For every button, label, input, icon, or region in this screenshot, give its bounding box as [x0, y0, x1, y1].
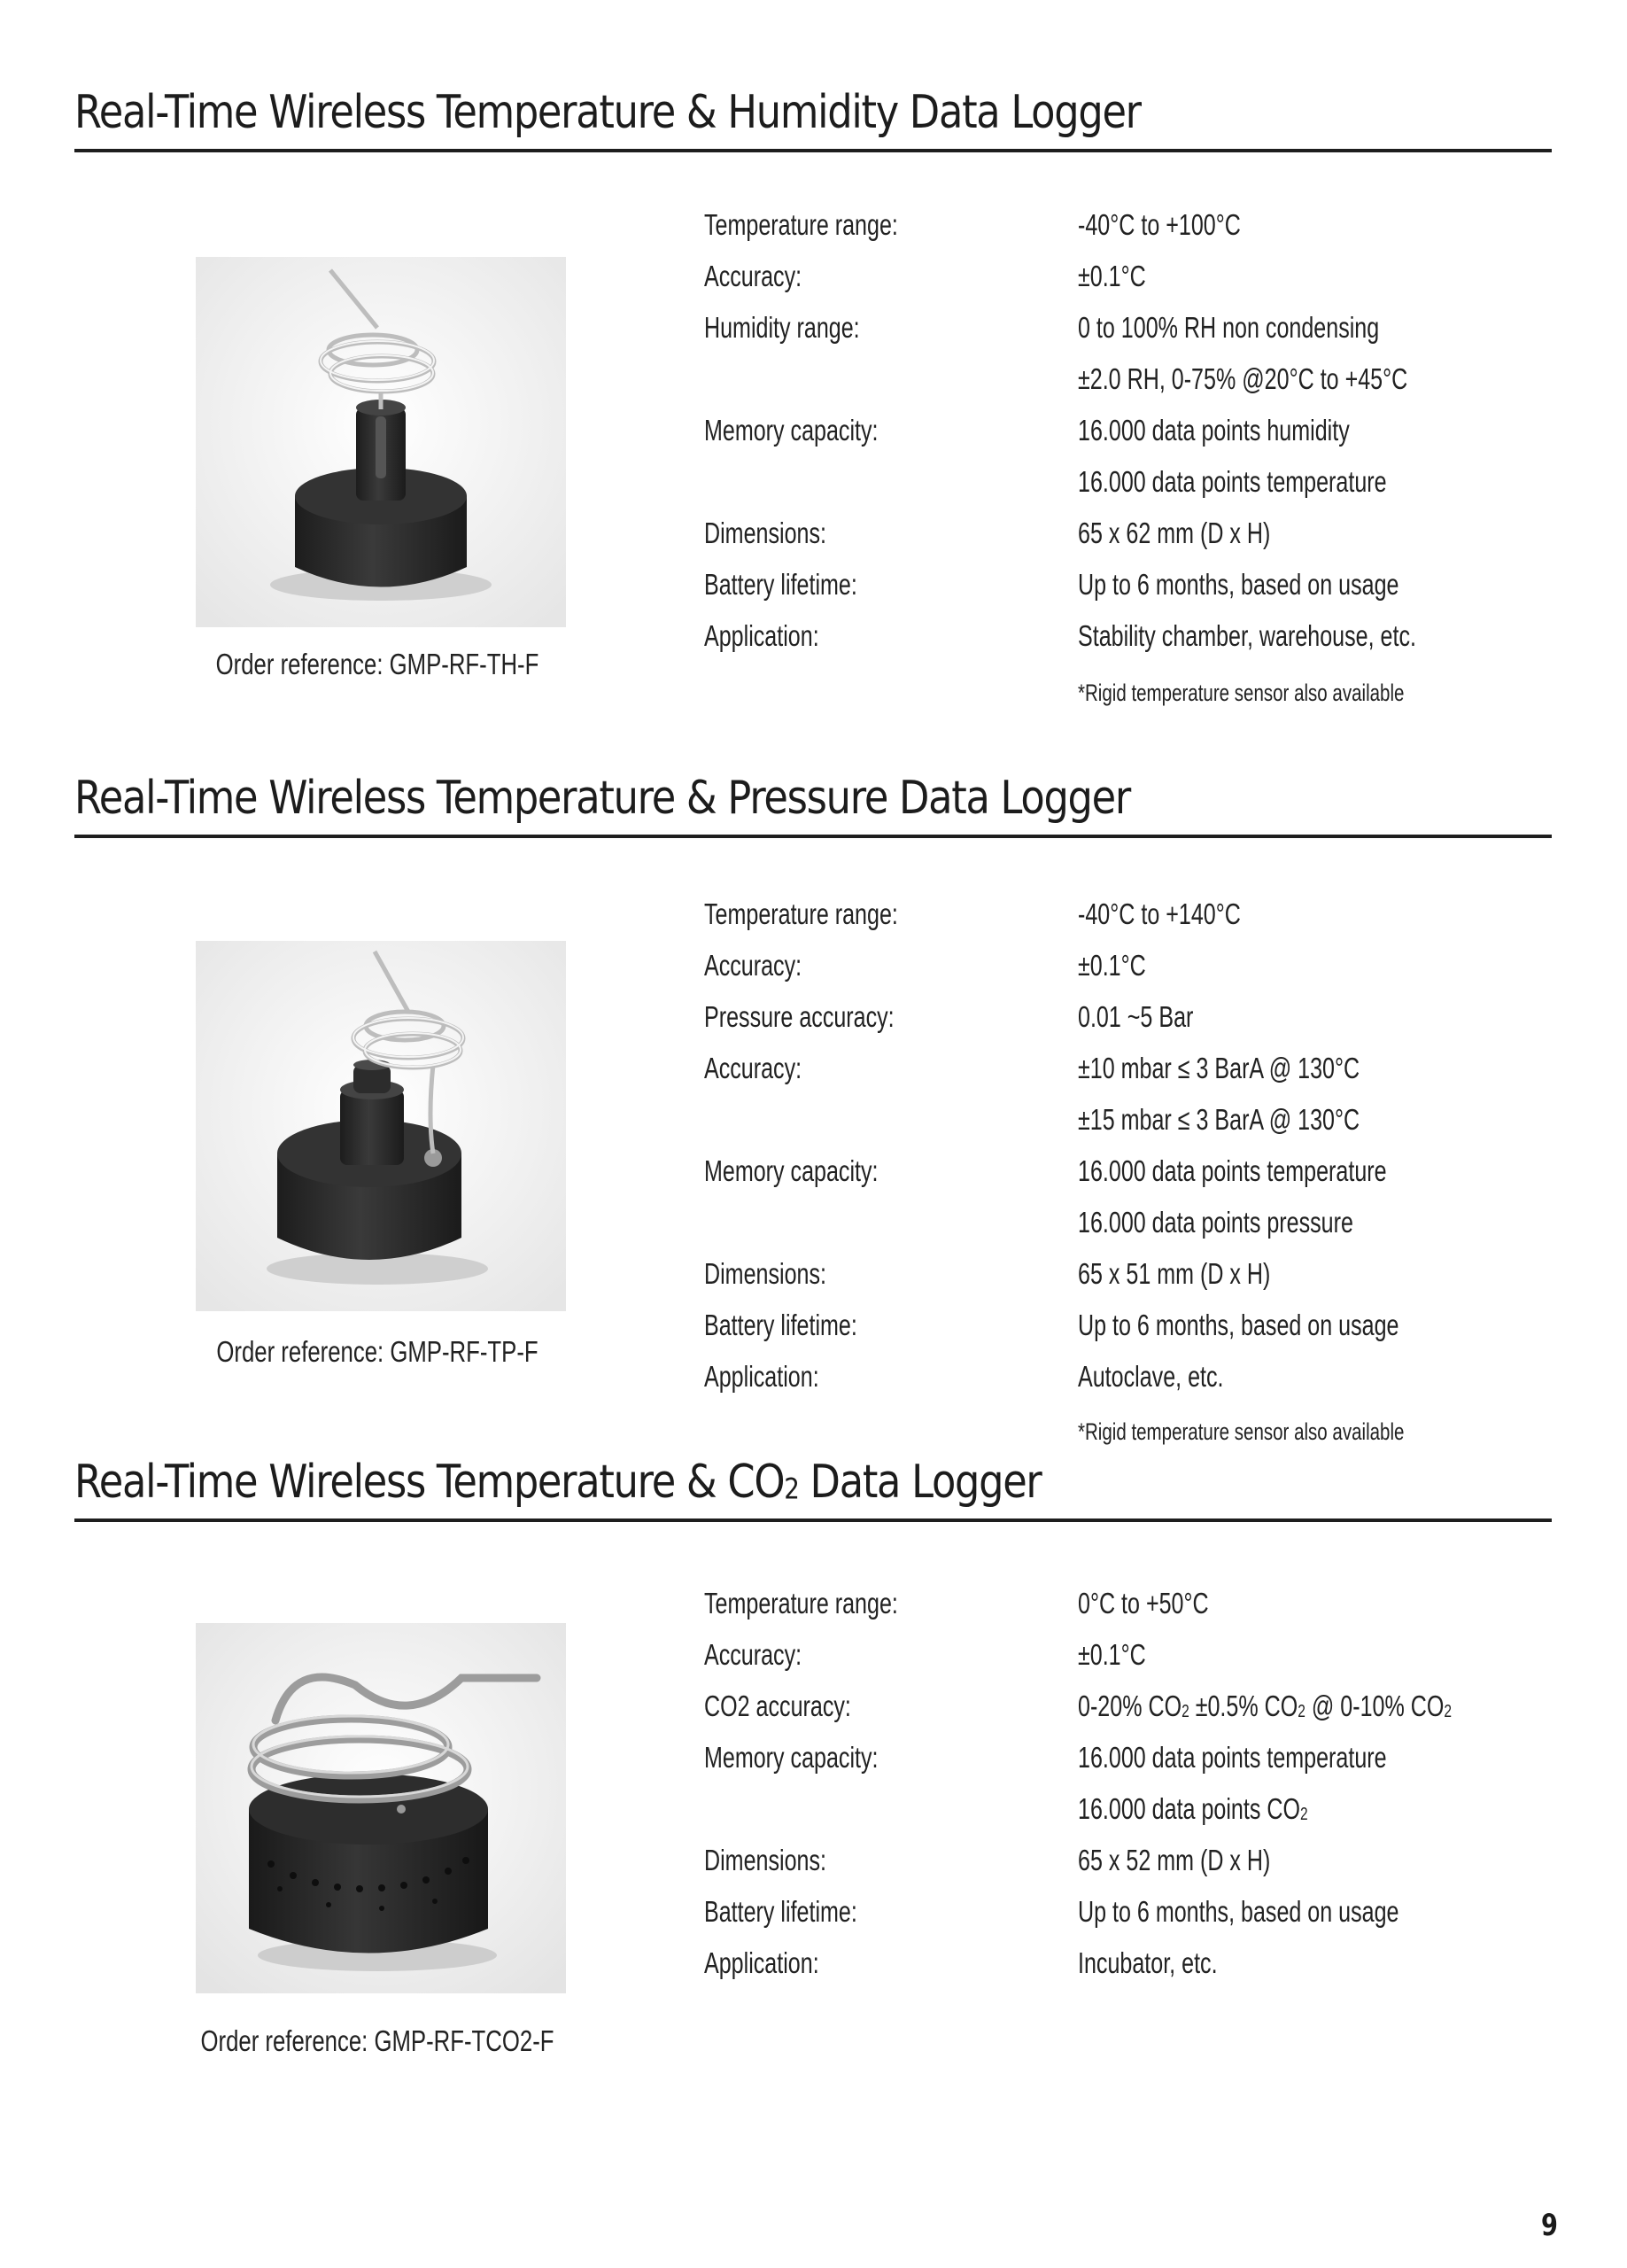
- section-divider: [74, 149, 1552, 152]
- section-title: Real-Time Wireless Temperature & Humidity Data Logger: [74, 86, 1141, 139]
- order-reference: Order reference: GMP-RF-TCO2-F: [200, 2024, 554, 2057]
- spec-label: Accuracy:: [704, 1638, 802, 1671]
- spec-label: Humidity range:: [704, 311, 860, 344]
- spec-value: ±0.1°C: [1078, 949, 1146, 982]
- spec-label: Memory capacity:: [704, 1154, 879, 1187]
- spec-value-co2-points: [1078, 1790, 1308, 1834]
- spec-label: CO2 accuracy:: [704, 1689, 851, 1722]
- section-humidity-logger: [74, 74, 1552, 730]
- spec-value: 0.01 ~5 Bar: [1078, 1000, 1194, 1033]
- spec-value: Up to 6 months, based on usage: [1078, 568, 1399, 601]
- temperature-co2-logger-photo: [196, 1623, 566, 1993]
- spec-label: Dimensions:: [704, 1844, 826, 1876]
- section-co2-logger: [74, 1444, 1552, 2082]
- spec-label: Memory capacity:: [704, 414, 879, 447]
- spec-label: Application:: [704, 1360, 819, 1393]
- section-divider: [74, 1518, 1552, 1522]
- spec-value: 16.000 data points temperature: [1078, 1741, 1387, 1774]
- section-title: [74, 1451, 1042, 1520]
- spec-value: 0°C to +50°C: [1078, 1587, 1209, 1619]
- spec-value: ±0.1°C: [1078, 1638, 1146, 1671]
- spec-label: Pressure accuracy:: [704, 1000, 895, 1033]
- spec-label: Application:: [704, 619, 819, 652]
- spec-label: Temperature range:: [704, 1587, 898, 1619]
- spec-label: Battery lifetime:: [704, 1895, 857, 1928]
- spec-label: Accuracy:: [704, 949, 802, 982]
- spec-value: 16.000 data points temperature: [1078, 1154, 1387, 1187]
- page-number: 9: [1541, 2208, 1558, 2243]
- spec-value: ±10 mbar ≤ 3 BarA @ 130°C: [1078, 1052, 1360, 1084]
- spec-value: 65 x 51 mm (D x H): [1078, 1257, 1271, 1290]
- spec-label: Battery lifetime:: [704, 568, 857, 601]
- spec-value: 16.000 data points humidity: [1078, 414, 1350, 447]
- spec-label: Memory capacity:: [704, 1741, 879, 1774]
- section-title: Real-Time Wireless Temperature & Pressure Data Logger: [74, 772, 1130, 825]
- spec-value: ±2.0 RH, 0-75% @20°C to +45°C: [1078, 362, 1408, 395]
- subscript: 2: [1299, 1804, 1308, 1825]
- spec-value: 16.000 data points temperature: [1078, 465, 1387, 498]
- order-reference: Order reference: GMP-RF-TH-F: [215, 648, 539, 680]
- text: ±0.5% CO: [1189, 1689, 1298, 1722]
- spec-label: Temperature range:: [704, 208, 898, 241]
- spec-value: 16.000 data points pressure: [1078, 1206, 1353, 1239]
- spec-value: Up to 6 months, based on usage: [1078, 1309, 1399, 1341]
- spec-value: Autoclave, etc.: [1078, 1360, 1224, 1393]
- text: @ 0-10% CO: [1305, 1689, 1445, 1722]
- spec-value: ±0.1°C: [1078, 260, 1146, 292]
- spec-value: Stability chamber, warehouse, etc.: [1078, 619, 1416, 652]
- text: 0-20% CO: [1078, 1689, 1182, 1722]
- section-pressure-logger: [74, 760, 1552, 1445]
- spec-value: 65 x 52 mm (D x H): [1078, 1844, 1271, 1876]
- spec-label: Application:: [704, 1946, 819, 1979]
- spec-value: -40°C to +100°C: [1078, 208, 1241, 241]
- spec-value: ±15 mbar ≤ 3 BarA @ 130°C: [1078, 1103, 1360, 1136]
- section-divider: [74, 835, 1552, 838]
- order-reference: Order reference: GMP-RF-TP-F: [216, 1335, 538, 1368]
- spec-value: Incubator, etc.: [1078, 1946, 1218, 1979]
- spec-label: Dimensions:: [704, 517, 826, 549]
- spec-label: Battery lifetime:: [704, 1309, 857, 1341]
- footnote: *Rigid temperature sensor also available: [1078, 680, 1405, 706]
- section-title-main: Real-Time Wireless Temperature & CO: [74, 1456, 785, 1509]
- subscript: 2: [1298, 1701, 1305, 1722]
- temperature-pressure-logger-photo: [196, 941, 566, 1311]
- spec-label: Accuracy:: [704, 1052, 802, 1084]
- spec-label: Dimensions:: [704, 1257, 826, 1290]
- spec-value: Up to 6 months, based on usage: [1078, 1895, 1399, 1928]
- spec-value: 0 to 100% RH non condensing: [1078, 311, 1380, 344]
- temperature-humidity-logger-photo: [196, 257, 566, 627]
- subscript: 2: [1444, 1701, 1453, 1722]
- spec-value: -40°C to +140°C: [1078, 897, 1241, 930]
- section-title-end: Data Logger: [798, 1456, 1042, 1509]
- spec-label: Temperature range:: [704, 897, 898, 930]
- text: 16.000 data points CO: [1078, 1792, 1300, 1825]
- spec-value: 65 x 62 mm (D x H): [1078, 517, 1271, 549]
- spec-label: Accuracy:: [704, 260, 802, 292]
- footnote: *Rigid temperature sensor also available: [1078, 1418, 1405, 1445]
- spec-value-co2-accuracy: [1078, 1687, 1452, 1731]
- subscript: 2: [1182, 1701, 1189, 1722]
- subscript: 2: [784, 1472, 799, 1506]
